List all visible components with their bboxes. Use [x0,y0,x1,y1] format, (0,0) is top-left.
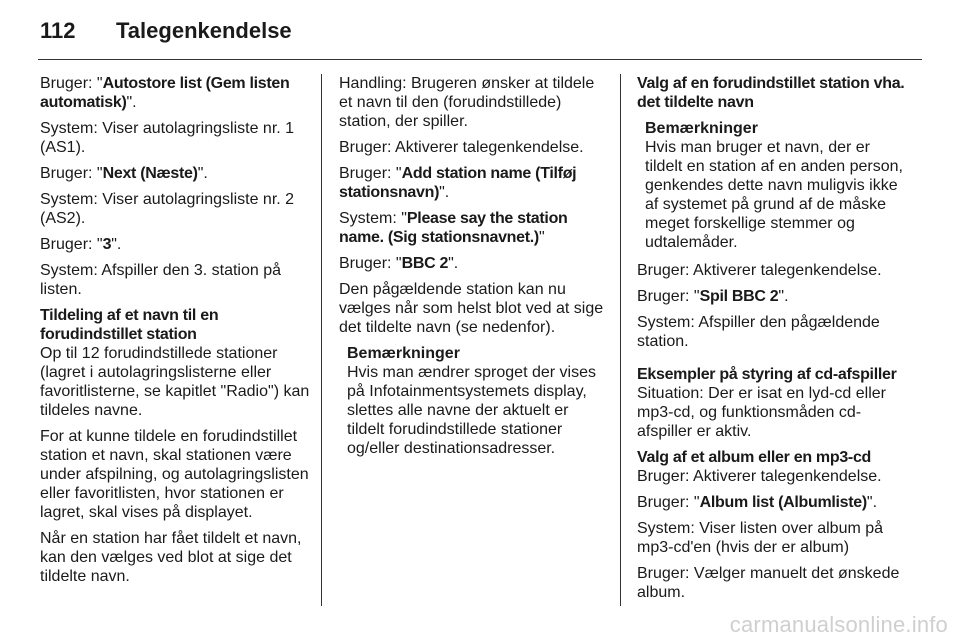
column-divider-right [620,74,621,606]
column-divider-left [321,74,322,606]
paragraph: For at kunne tildele en forudindstillet station et navn, skal stationen være under afspilning, og autolagringslisten eller favoritlisten, hvor stationen er lagret, skal vises på displayet. [40,428,309,521]
section-title: Talegenkendelse [116,18,292,43]
user-line: Bruger: "Add station name (Tilføj stationsnavn)". [339,165,577,201]
user-line: Bruger: "Next (Næste)". [40,165,208,182]
system-line: System: Viser autolagringsliste nr. 1 (AS1). [40,120,295,156]
note-text: Hvis man ændrer sproget der vises på Infotainmentsystemets display, slettes alle navne der aktuelt er tildelt forudindstillede stationer og/eller destinationsadresser. [347,364,596,457]
subheading: Tildeling af et navn til en forudindstillet station [40,307,219,343]
column-3 [637,74,909,609]
page-number: 112 [40,18,76,43]
page-header [40,18,292,48]
system-line: System: Viser autolagringsliste nr. 2 (AS2). [40,191,295,227]
subheading: Valg af et album eller en mp3-cd [637,449,872,466]
note-block [347,344,609,458]
paragraph: Situation: Der er isat en lyd-cd eller mp3-cd, og funktionsmåden cd-afspiller er aktiv. [637,385,886,440]
system-line: System: "Please say the station name. (Sig stationsnavnet.)" [339,210,568,246]
column-2 [339,74,609,467]
paragraph: Den pågældende station kan nu vælges når som helst blot ved at sige det tildelte navn (se nedenfor). [339,281,604,336]
header-rule [38,59,922,60]
user-line: Bruger: Aktiverer talegenkendelse. [339,139,584,156]
system-line: System: Afspiller den 3. station på listen. [40,262,282,298]
note-title: Bemærkninger [347,345,460,362]
subheading: Valg af en forudindstillet station vha. det tildelte navn [637,75,905,111]
user-line: Bruger: "Spil BBC 2". [637,288,789,305]
system-line: System: Viser listen over album på mp3-cd'en (hvis der er album) [637,520,884,556]
user-line: Bruger: Aktiverer talegenkendelse. [637,262,882,279]
watermark: carmanualsonline.info [729,612,948,637]
user-line: Bruger: Aktiverer talegenkendelse. [637,468,882,485]
note-block [645,119,909,252]
paragraph: Op til 12 forudindstillede stationer (lagret i autolagringslisterne eller favoritlisterne, se kapitlet "Radio") kan tildeles navne. [40,345,310,419]
user-line: Bruger: Vælger manuelt det ønskede album. [637,565,900,601]
note-title: Bemærkninger [645,120,758,137]
column-1 [40,74,312,593]
user-line: Bruger: "Album list (Albumliste)". [637,494,878,511]
user-line: Bruger: "Autostore list (Gem listen automatisk)". [40,75,290,111]
paragraph: Handling: Brugeren ønsker at tildele et navn til den (forudindstillede) station, der spiller. [339,75,595,130]
paragraph: Når en station har fået tildelt et navn, kan den vælges ved blot at sige det tildelte navn. [40,530,302,585]
user-line: Bruger: "BBC 2". [339,255,459,272]
system-line: System: Afspiller den pågældende station. [637,314,880,350]
subheading: Eksempler på styring af cd-afspiller [637,366,897,383]
note-text: Hvis man bruger et navn, der er tildelt en station af en anden person, genkendes dette navn muligvis ikke af systemet på grund af de måske meget forskellige stemmer og udtalemåder. [645,139,903,251]
user-line: Bruger: "3". [40,236,122,253]
